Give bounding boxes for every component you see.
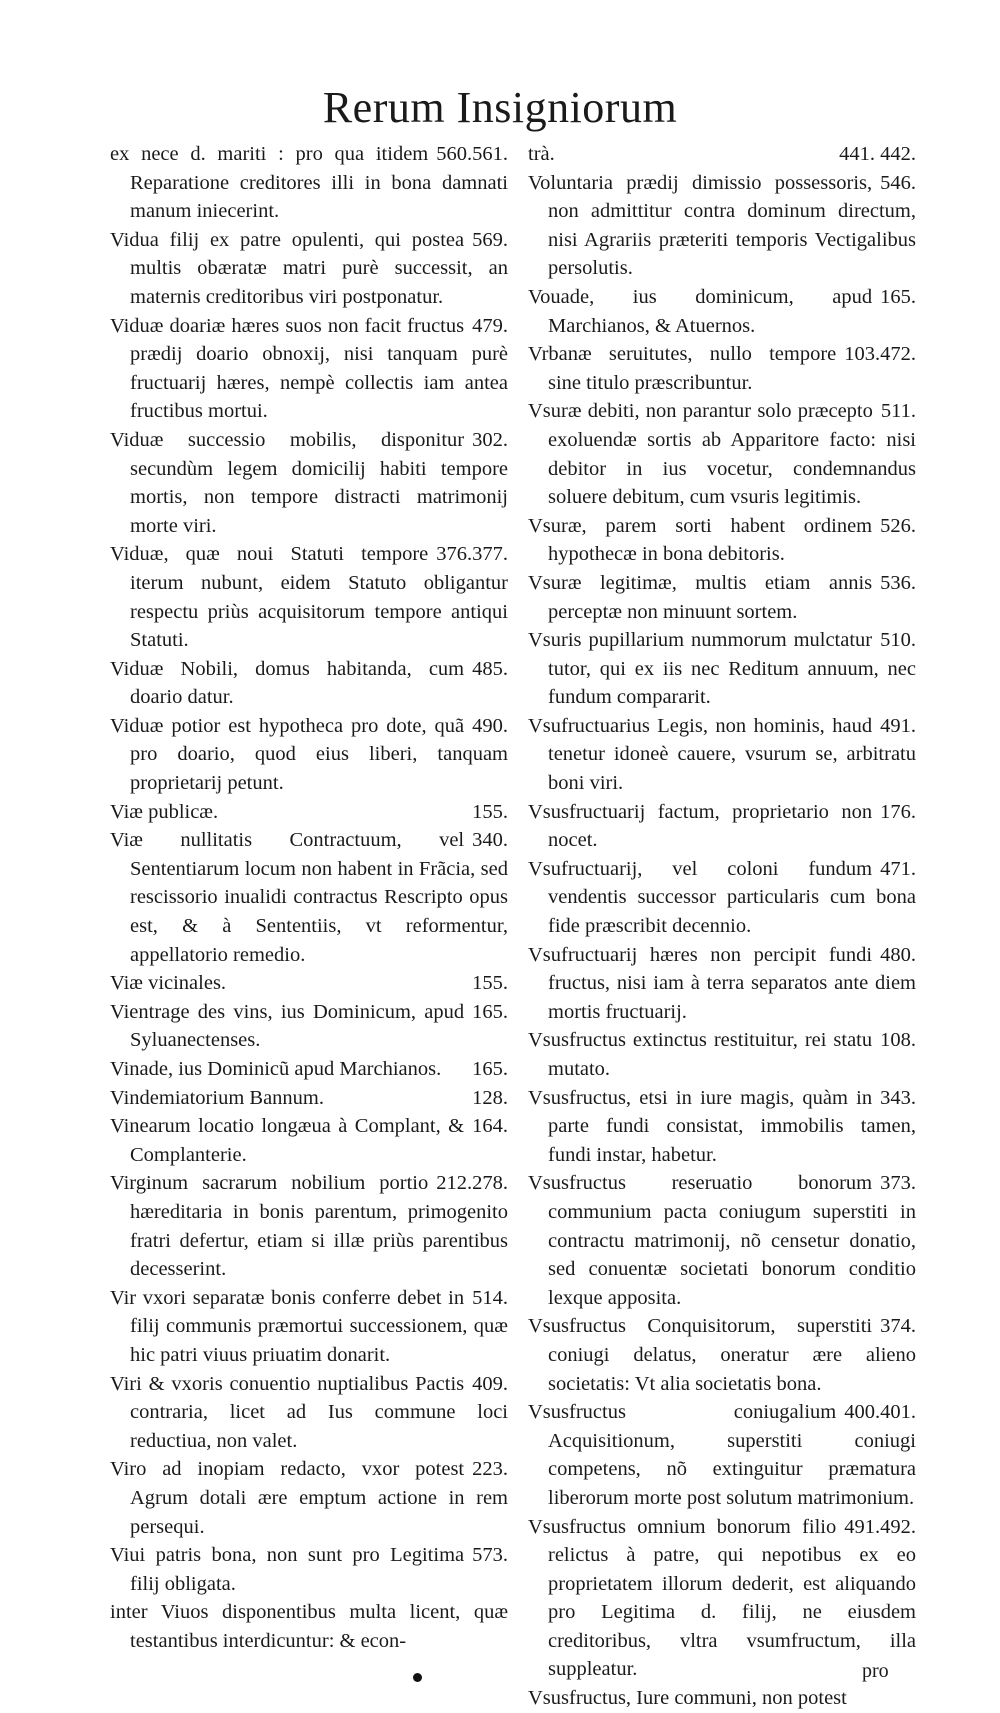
page-reference: 441. 442. (839, 143, 916, 165)
page-reference: 343. (880, 1086, 916, 1109)
catchword: pro (862, 1660, 889, 1682)
page-reference: 376.377. (436, 543, 508, 566)
page-reference: 155. (472, 972, 508, 995)
entry-text: Vsuræ legitimæ, multis etiam annis perceptæ non minuunt sortem. (528, 571, 873, 623)
page-reference: 546. (880, 171, 916, 194)
entry-text: ex nece d. mariti : pro qua itidem Reparatione creditores illi in bona damnati manum iniecerint. (110, 143, 508, 223)
page-reference: 569. (472, 228, 508, 251)
page-reference: 491. (880, 714, 916, 737)
page-reference: 510. (880, 629, 916, 652)
page-reference: 165. (880, 285, 916, 308)
index-entry (528, 1513, 916, 1685)
entry-text: Vsusfructus, etsi in iure magis, quàm in parte fundi consistat, immobilis tamen, fundi instar, habetur. (528, 1086, 916, 1166)
page-reference: 480. (880, 943, 916, 966)
left-column (110, 140, 508, 1655)
entry-text: Vsufructuarius Legis, non hominis, haud tenetur idoneè cauere, vsurum se, arbitratu boni viri. (528, 714, 916, 795)
page-title: Rerum Insigniorum (322, 83, 678, 132)
index-entry (110, 998, 508, 1055)
page-reference: 176. (880, 800, 916, 823)
page-reference: 165. (472, 1000, 508, 1023)
entry-text: Vinade, ius Dominicũ apud Marchianos. (110, 1058, 442, 1080)
entry-text: trà. (528, 143, 555, 165)
entry-text: Vidua filij ex patre opulenti, qui postea multis obæratæ matri purè successit, an maternis creditoribus viri postponatur. (110, 228, 508, 308)
page-reference: 155. (472, 800, 508, 823)
entry-text: Viduæ Nobili, domus habitanda, cum doario datur. (110, 657, 465, 709)
entry-text: Virginum sacrarum nobilium portio hæreditaria in bonis parentum, primogenito fratri defertur, etiam si illæ priùs parentibus decesserint. (110, 1172, 508, 1281)
page-reference: 573. (472, 1544, 508, 1567)
entry-text: Viro ad inopiam redacto, vxor potest Agrum dotali ære emptum actione in rem persequi. (110, 1458, 508, 1538)
page-reference: 536. (880, 571, 916, 594)
page-reference: 223. (472, 1458, 508, 1481)
page-reference: 212.278. (436, 1172, 508, 1195)
page-reference: 165. (472, 1058, 508, 1080)
entry-text: Voluntaria prædij dimissio possessoris, non admittitur contra dominum directum, nisi Agrariis præteriti temporis Vectigalibus persolutis. (528, 171, 916, 280)
index-entry (528, 283, 916, 340)
right-column (528, 140, 916, 1713)
index-entry (110, 798, 508, 827)
page-reference: 485. (472, 657, 508, 680)
page-reference: 373. (880, 1172, 916, 1195)
index-entry (528, 1312, 916, 1398)
index-entry (110, 1598, 508, 1655)
entry-text: Vientrage des vins, ius Dominicum, apud Syluanectenses. (110, 1000, 465, 1052)
page-reference: 400.401. (844, 1401, 916, 1424)
index-entry (110, 655, 508, 712)
page-reference: 374. (880, 1315, 916, 1338)
index-entry (528, 712, 916, 798)
entry-text: Viduæ doariæ hæres suos non facit fructus prædij doario obnoxij, nisi tanquam purè fructuarij hæres, nempè collectis iam antea fructibus mortui. (110, 314, 508, 423)
page-reference: 491.492. (844, 1515, 916, 1538)
entry-text: Vsusfructus reseruatio bonorum communium pacta coniugum superstiti in contractu matrimonij, nõ censetur donatio, sed conuentæ societati bonorum conditio lexque apposita. (528, 1172, 916, 1309)
index-entry (528, 569, 916, 626)
page-reference: 128. (472, 1086, 508, 1109)
page-reference: 560.561. (436, 143, 508, 165)
index-entry (110, 1455, 508, 1541)
entry-text: Vsusfructus coniugalium Acquisitionum, superstiti coniugi competens, nõ extinguitur præmatura liberorum morte post solutum matrimonium. (528, 1401, 916, 1509)
index-entry (528, 1398, 916, 1512)
entry-text: Viri & vxoris conuentio nuptialibus Pactis contraria, licet ad Ius commune loci reductiua, non valet. (110, 1372, 508, 1452)
entry-text: Vsufructuarij, vel coloni fundum vendentis successor particularis cum bona fide præscribit decennio. (528, 857, 916, 938)
index-entry (110, 1541, 508, 1598)
index-entry (110, 426, 508, 540)
page-reference: 514. (472, 1286, 508, 1309)
entry-text: Vsufructuarij hæres non percipit fundi fructus, nisi iam à terra separatos ante diem mortis fructuarij. (528, 943, 916, 1023)
index-entry (528, 140, 916, 169)
page-reference: 490. (472, 714, 508, 737)
index-entry (110, 1284, 508, 1370)
index-entry (110, 1112, 508, 1169)
index-entry (528, 1026, 916, 1083)
entry-text: Viæ vicinales. (110, 972, 227, 995)
index-entry (528, 941, 916, 1027)
page-reference: 409. (472, 1372, 508, 1395)
index-entry (528, 512, 916, 569)
index-entry (110, 1169, 508, 1283)
entry-text: Vinearum locatio longæua à Complant, & Complanterie. (110, 1115, 465, 1166)
entry-text: Viduæ potior est hypotheca pro dote, quã pro doario, quod eius liberi, tanquam proprietarij petunt. (110, 714, 508, 795)
entry-text: Vindemiatorium Bannum. (110, 1086, 324, 1109)
entry-text: Vir vxori separatæ bonis conferre debet in filij communis præmortui successionem, quæ hic patri viuus priuatim donarit. (110, 1286, 508, 1366)
page-reference: 103.472. (844, 343, 916, 366)
entry-text: Vsusfructuarij factum, proprietario non nocet. (528, 800, 873, 852)
index-entry (528, 1684, 916, 1713)
entry-text: Viduæ successio mobilis, disponitur secundùm legem domicilij habiti tempore mortis, non tempore distracti matrimonij morte viri. (110, 428, 508, 537)
entry-text: Vsuræ debiti, non parantur solo præcepto exoluendæ sortis ab Apparitore facto: nisi debitor in ius vocetur, condemnandus soluere debitum, cum vsuris legitimis. (528, 400, 916, 509)
entry-text: Viæ publicæ. (110, 800, 219, 823)
entry-text: Vsusfructus, Iure communi, non potest (528, 1687, 847, 1710)
entry-text: Vsusfructus extinctus restituitur, rei statu mutato. (528, 1029, 873, 1080)
index-entry (528, 340, 916, 397)
ornament-dot (413, 1673, 422, 1682)
index-entry (528, 169, 916, 283)
index-entry (110, 540, 508, 654)
index-entry (528, 397, 916, 511)
entry-text: Viduæ, quæ noui Statuti tempore iterum nubunt, eidem Statuto obligantur respectu priùs acquisitorum tempore antiqui Statuti. (110, 543, 508, 652)
index-entry (528, 855, 916, 941)
index-entry (110, 140, 508, 226)
page-reference: 471. (880, 857, 916, 880)
page-reference: 108. (880, 1029, 916, 1052)
page-reference: 340. (472, 829, 508, 852)
page-reference: 479. (472, 314, 508, 337)
page-reference: 511. (880, 400, 916, 423)
page-reference: 302. (472, 428, 508, 451)
index-entry (528, 626, 916, 712)
entry-text: inter Viuos disponentibus multa licent, quæ testantibus interdicuntur: & econ- (110, 1601, 508, 1652)
entry-text: Vrbanæ seruitutes, nullo tempore sine titulo præscribuntur. (528, 343, 837, 394)
entry-text: Vsuris pupillarium nummorum mulctatur tutor, qui ex iis nec Reditum annuum, nec fundum compararit. (528, 629, 916, 709)
index-entry (110, 1055, 508, 1084)
index-entry (110, 312, 508, 426)
index-entry (110, 712, 508, 798)
entry-text: Vsusfructus Conquisitorum, superstiti coniugi delatus, oneratur ære alieno societatis: Vt alia societatis bona. (528, 1315, 916, 1395)
index-entry (528, 1169, 916, 1312)
index-entry (110, 1084, 508, 1113)
entry-text: Viæ nullitatis Contractuum, vel Sententiarum locum non habent in Frãcia, sed rescissorio inualidi contractus Rescripto opus est, & à Sententiis, vt reformentur, appellatorio remedio. (110, 829, 508, 966)
index-entry (110, 1370, 508, 1456)
page-reference: 526. (880, 514, 916, 537)
page-reference: 164. (472, 1115, 508, 1138)
entry-text: Vsuræ, parem sorti habent ordinem hypothecæ in bona debitoris. (528, 514, 873, 566)
entry-text: Vouade, ius dominicum, apud Marchianos, & Atuernos. (528, 285, 873, 337)
index-entry (110, 826, 508, 969)
entry-text: Vsusfructus omnium bonorum filio relictus à patre, qui nepotibus ex eo proprietatem illorum dederit, est aliquando pro Legitima d. filij, ne eiusdem creditoribus, vltra vsumfructum, illa suppleatur. (528, 1515, 916, 1681)
index-entry (528, 798, 916, 855)
index-entry (110, 226, 508, 312)
entry-text: Viui patris bona, non sunt pro Legitima filij obligata. (110, 1544, 465, 1595)
index-entry (528, 1084, 916, 1170)
index-entry (110, 969, 508, 998)
